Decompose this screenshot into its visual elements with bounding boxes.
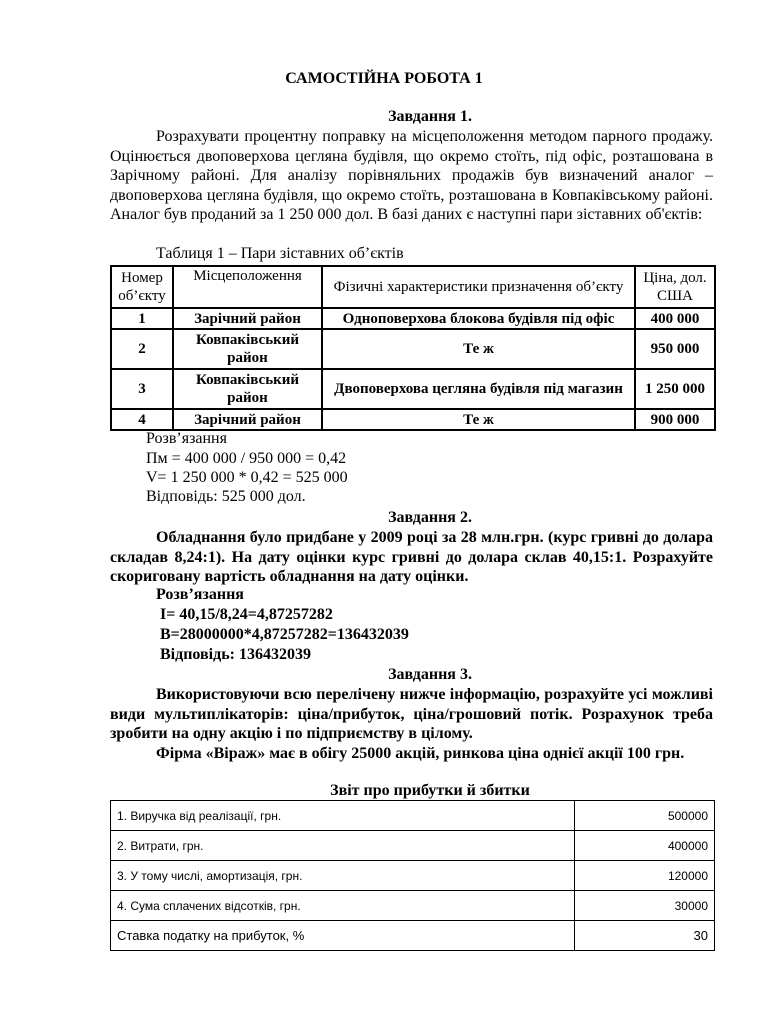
cell-price: 900 000 bbox=[635, 409, 715, 430]
header-characteristics: Фізичні характеристики призначення об’єкту bbox=[322, 266, 635, 308]
task2-heading: Завдання 2. bbox=[388, 509, 472, 526]
task1-solution-label: Розв’язання bbox=[146, 430, 227, 447]
table-row bbox=[111, 369, 715, 409]
report-label: 1. Виручка від реалізації, грн. bbox=[111, 801, 575, 831]
header-price: Ціна, дол. США bbox=[635, 266, 715, 308]
report-value: 30000 bbox=[575, 891, 715, 921]
report-label: 3. У тому числі, амортизація, грн. bbox=[111, 861, 575, 891]
cell-number: 3 bbox=[111, 369, 173, 409]
cell-number: 4 bbox=[111, 409, 173, 430]
cell-characteristics: Те ж bbox=[322, 329, 635, 369]
header-object-number: Номер об’єкту bbox=[111, 266, 173, 308]
cell-characteristics: Те ж bbox=[322, 409, 635, 430]
cell-location: Ковпаківський район bbox=[173, 329, 322, 369]
cell-characteristics: Двоповерхова цегляна будівля під магазин bbox=[322, 369, 635, 409]
header-location: Місцеположення bbox=[173, 266, 322, 308]
task1-calc-line: V= 1 250 000 * 0,42 = 525 000 bbox=[146, 469, 348, 486]
table-row bbox=[111, 308, 715, 329]
task3-heading: Завдання 3. bbox=[388, 666, 472, 683]
table-row bbox=[111, 921, 715, 951]
cell-number: 2 bbox=[111, 329, 173, 369]
report-label: 2. Витрати, грн. bbox=[111, 831, 575, 861]
task1-answer: Відповідь: 525 000 дол. bbox=[146, 488, 306, 505]
task2-text: Обладнання було придбане у 2009 році за 28 млн.грн. (курс гривні до долара складав 8,24:1). На дату оцінки курс гривні до долара склав 40,15:1. Розрахуйте скориговану вартість обладнання на дату оцінки. bbox=[110, 529, 713, 585]
table-row bbox=[111, 409, 715, 430]
report-label: Ставка податку на прибуток, % bbox=[111, 921, 575, 951]
task1-text: Розрахувати процентну поправку на місцеположення методом парного продажу. Оцінюється двоповерхова цегляна будівля, що окремо стоїть, під офіс, розташована в Зарічному районі. Для аналізу порівняльних продажів був визначений аналог – двоповерхова цегляна будівля, що окремо стоїть, розташована в Ковпаківському районі. Аналог був проданий за 1 250 000 дол. В базі даних є наступні пари зіставних об'єктів: bbox=[110, 128, 713, 223]
cell-location: Зарічний район bbox=[173, 308, 322, 329]
task3-text: Використовуючи всю перелічену нижче інформацію, розрахуйте усі можливі види мультиплікаторів: ціна/прибуток, ціна/грошовий потік. Розрахунок треба зробити на одну акцію і по підприємству в цілому. bbox=[110, 686, 713, 742]
task2-answer: Відповідь: 136432039 bbox=[160, 646, 311, 663]
cell-characteristics: Одноповерхова блокова будівля під офіс bbox=[322, 308, 635, 329]
comparables-table bbox=[110, 265, 716, 431]
cell-price: 1 250 000 bbox=[635, 369, 715, 409]
document-title: САМОСТІЙНА РОБОТА 1 bbox=[285, 70, 483, 87]
report-value: 30 bbox=[575, 921, 715, 951]
table-row bbox=[111, 801, 715, 831]
table-row bbox=[111, 861, 715, 891]
table-row bbox=[111, 329, 715, 369]
table-header-row bbox=[111, 266, 715, 308]
report-label: 4. Сума сплачених відсотків, грн. bbox=[111, 891, 575, 921]
task2-calc-line: B=28000000*4,87257282=136432039 bbox=[160, 626, 409, 643]
report-value: 120000 bbox=[575, 861, 715, 891]
income-statement-table bbox=[110, 800, 715, 951]
table-row bbox=[111, 891, 715, 921]
task3-firm-text: Фірма «Віраж» має в обігу 25000 акцій, ринкова ціна однієї акції 100 грн. bbox=[156, 745, 685, 762]
task1-heading: Завдання 1. bbox=[388, 108, 472, 125]
table1-caption: Таблиця 1 – Пари зіставних об’єктів bbox=[156, 245, 404, 262]
table-row bbox=[111, 831, 715, 861]
cell-number: 1 bbox=[111, 308, 173, 329]
cell-price: 950 000 bbox=[635, 329, 715, 369]
cell-location: Зарічний район bbox=[173, 409, 322, 430]
task2-solution-label: Розв’язання bbox=[156, 586, 244, 603]
report-value: 400000 bbox=[575, 831, 715, 861]
task2-calc-line: I= 40,15/8,24=4,87257282 bbox=[160, 606, 333, 623]
cell-location: Ковпаківський район bbox=[173, 369, 322, 409]
report-title: Звіт про прибутки й збитки bbox=[330, 782, 530, 799]
cell-price: 400 000 bbox=[635, 308, 715, 329]
task1-calc-line: Пм = 400 000 / 950 000 = 0,42 bbox=[146, 450, 347, 467]
report-value: 500000 bbox=[575, 801, 715, 831]
